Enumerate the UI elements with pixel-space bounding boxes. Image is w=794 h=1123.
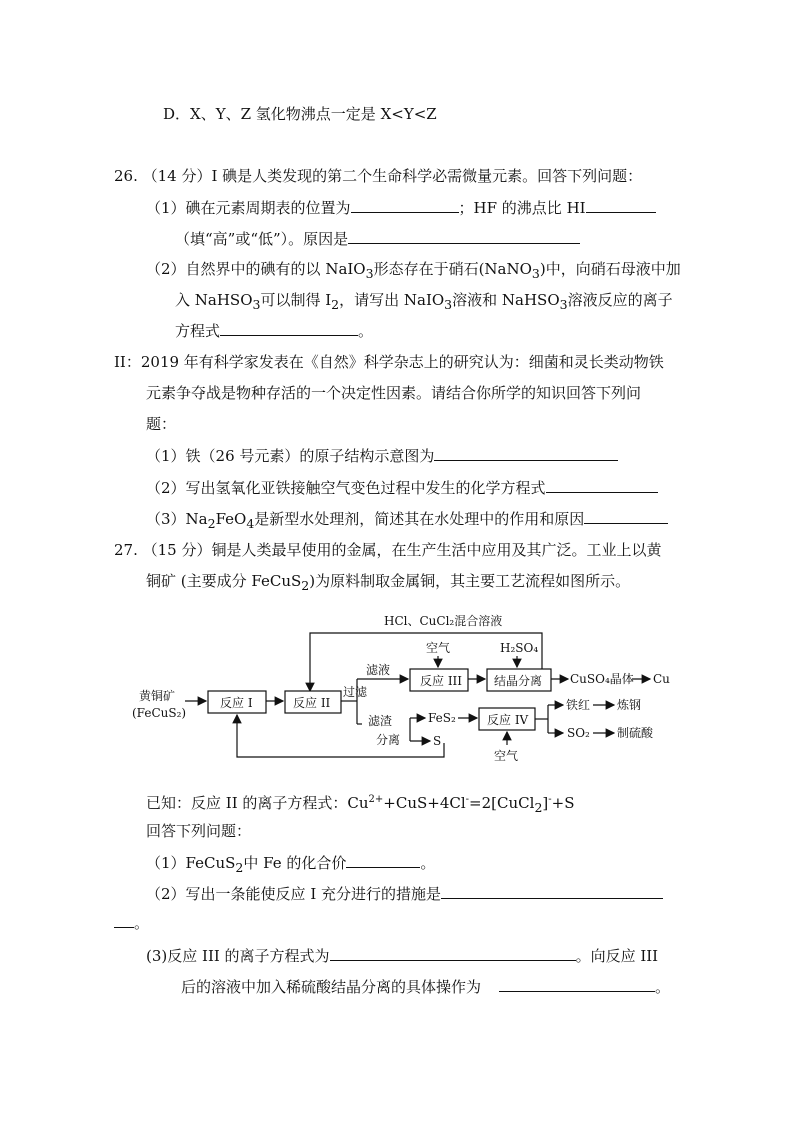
q27-head-text: )为原料制取金属铜，其主要工艺流程如图所示。 [309, 572, 631, 590]
q26-p2-text: 形态存在于硝石(NaNO [373, 260, 532, 278]
q26-p2-text: （2）自然界中的碘有的以 NaIO [146, 260, 366, 278]
label-so2: SO₂ [567, 726, 590, 740]
label-reaction-4: 反应 IV [487, 713, 529, 727]
q26-p1-text-a: （1）碘在元素周期表的位置为 [146, 199, 351, 217]
label-reaction-3: 反应 III [420, 674, 463, 688]
label-separation: 分离 [376, 733, 401, 747]
q27-known-text: +CuS+4Cl [383, 794, 466, 812]
answer-blank[interactable] [114, 913, 134, 928]
label-air-1: 空气 [426, 641, 451, 655]
q26-ii-q3-text: （3）Na [146, 510, 208, 528]
label-acid: 制硫酸 [617, 726, 654, 740]
option-d: D．X、Y、Z 氢化物沸点一定是 X<Y<Z [163, 105, 437, 123]
label-tiehong: 铁红 [566, 698, 591, 712]
q26-part2-line1: （2）自然界中的碘有的以 NaIO$_3$形态存在于硝石(NaNO$_3$)中，向硝石母液中加 [146, 260, 681, 281]
q27-known-text: 已知：反应 II 的离子方程式：Cu [146, 794, 369, 812]
label-cu: Cu [653, 672, 670, 686]
label-reaction-1: 反应 I [220, 696, 253, 710]
q27-q3-text: 。向反应 III [575, 947, 659, 965]
label-residue: 滤渣 [368, 714, 393, 728]
q26-p1-text-c: （填“高”或“低”）。原因是 [175, 230, 349, 248]
q26-p2-text: 方程式 [175, 322, 221, 340]
label-reaction-2: 反应 II [293, 696, 331, 710]
q26-p2-text: 。 [358, 322, 374, 340]
label-liangang: 炼钢 [617, 698, 642, 712]
q27-head-text: 铜矿 (主要成分 FeCuS [146, 572, 302, 590]
bottom-loop-line [237, 715, 444, 757]
q27-known: 已知：反应 II 的离子方程式：$Cu^{2+}+CuS+4Cl^-=2[CuCl_2]^-+S$ [146, 794, 575, 815]
q26-p2-text: 入 NaHSO [175, 291, 253, 309]
q27-q3-line1 [146, 946, 658, 966]
q26-ii-q3: $(3)Na_2FeO_4$是新型水处理剂，简述其在水处理中的作用和原因 [146, 509, 668, 534]
label-air-2: 空气 [494, 749, 519, 763]
q26-ii-q3-text: 是新型水处理剂，简述其在水处理中的作用和原因 [254, 510, 585, 528]
q26-p2-text: 溶液反应的离子 [567, 291, 673, 309]
q27-q1-text: 中 Fe 的化合价 [243, 854, 347, 872]
q26-p1-text-b: ；HF 的沸点比 HI [458, 199, 586, 217]
label-h2so4: H₂SO₄ [500, 641, 539, 655]
q27-heading: 27. （15 分）铜是人类最早使用的金属，在生产生活中应用及其广泛。工业上以黄 [114, 541, 662, 559]
label-filter: 过滤 [343, 685, 368, 699]
answer-blank[interactable] [499, 977, 655, 992]
label-filtrate: 滤液 [366, 663, 391, 677]
answer-blank[interactable] [330, 946, 576, 961]
label-cuso4: CuSO₄晶体 [570, 672, 634, 686]
q26-ii-line1: II：2019 年有科学家发表在《自然》科学杂志上的研究认为：细菌和灵长类动物铁 [114, 353, 664, 371]
q26-p2-text: 可以制得 I [260, 291, 332, 309]
q26-heading: 26. （14 分）I 碘是人类发现的第二个生命科学必需微量元素。回答下列问题： [114, 167, 643, 185]
flow-top-label: HCl、CuCl₂混合溶液 [384, 614, 503, 628]
q27-known-text: +S [551, 794, 575, 812]
q26-p2-text: 溶液和 NaHSO [452, 291, 560, 309]
q26-ii-line2: 元素争夺战是物种存活的一个决定性因素。请结合你所学的知识回答下列问 [146, 384, 642, 402]
q27-q1: （1）FeCuS$_2$中 Fe 的化合价 。 [146, 854, 436, 875]
flow-ore-formula: (FeCuS₂) [132, 706, 187, 720]
q27-q3-text: 后的溶液中加入稀硫酸结晶分离的具体操作为 [181, 978, 482, 996]
label-fes2: FeS₂ [428, 711, 456, 725]
flow-ore-label: 黄铜矿 [139, 689, 176, 703]
q27-known-text: ] [542, 794, 549, 812]
q26-p2-text: ，请写出 NaIO [339, 291, 445, 309]
answer-blank[interactable] [346, 853, 420, 868]
q26-ii-q1-text: （1）铁（26 号元素）的原子结构示意图为 [146, 447, 435, 465]
q27-q2-text: （2）写出一条能使反应 I 充分进行的措施是 [146, 885, 442, 903]
q27-ask: 回答下列问题： [146, 822, 252, 840]
q26-part2-line2: 入 NaHSO$_3$可以制得 $I_2$，请写出 NaIO$_3$溶液和 NaHSO$_3$溶液反应的离子 [175, 291, 673, 312]
q27-known-text: =2[CuCl [469, 794, 535, 812]
q27-q3-text: 。 [655, 978, 671, 996]
q27-q2 [146, 884, 663, 904]
label-crystallization: 结晶分离 [494, 674, 543, 688]
label-s: S [433, 734, 442, 748]
q26-ii-q2-text: （2）写出氢氧化亚铁接触空气变色过程中发生的化学方程式 [146, 479, 546, 497]
q26-p2-text: )中，向硝石母液中加 [539, 260, 681, 278]
q26-ii-line3: 题： [146, 415, 177, 433]
q27-q3-text: (3)反应 III 的离子方程式为 [146, 947, 330, 965]
q27-q2-continued [114, 913, 149, 933]
q27-q1-text: （1）FeCuS [146, 854, 236, 872]
answer-blank[interactable] [441, 884, 663, 899]
q27-q3-line2 [181, 977, 670, 997]
q26-ii-q3-text: FeO [215, 510, 247, 528]
q27-q1-text: 。 [420, 854, 436, 872]
q27-heading-line2: 铜矿 (主要成分 FeCuS$_2$)为原料制取金属铜，其主要工艺流程如图所示。 [146, 572, 631, 593]
q27-q2-end: 。 [134, 914, 150, 932]
